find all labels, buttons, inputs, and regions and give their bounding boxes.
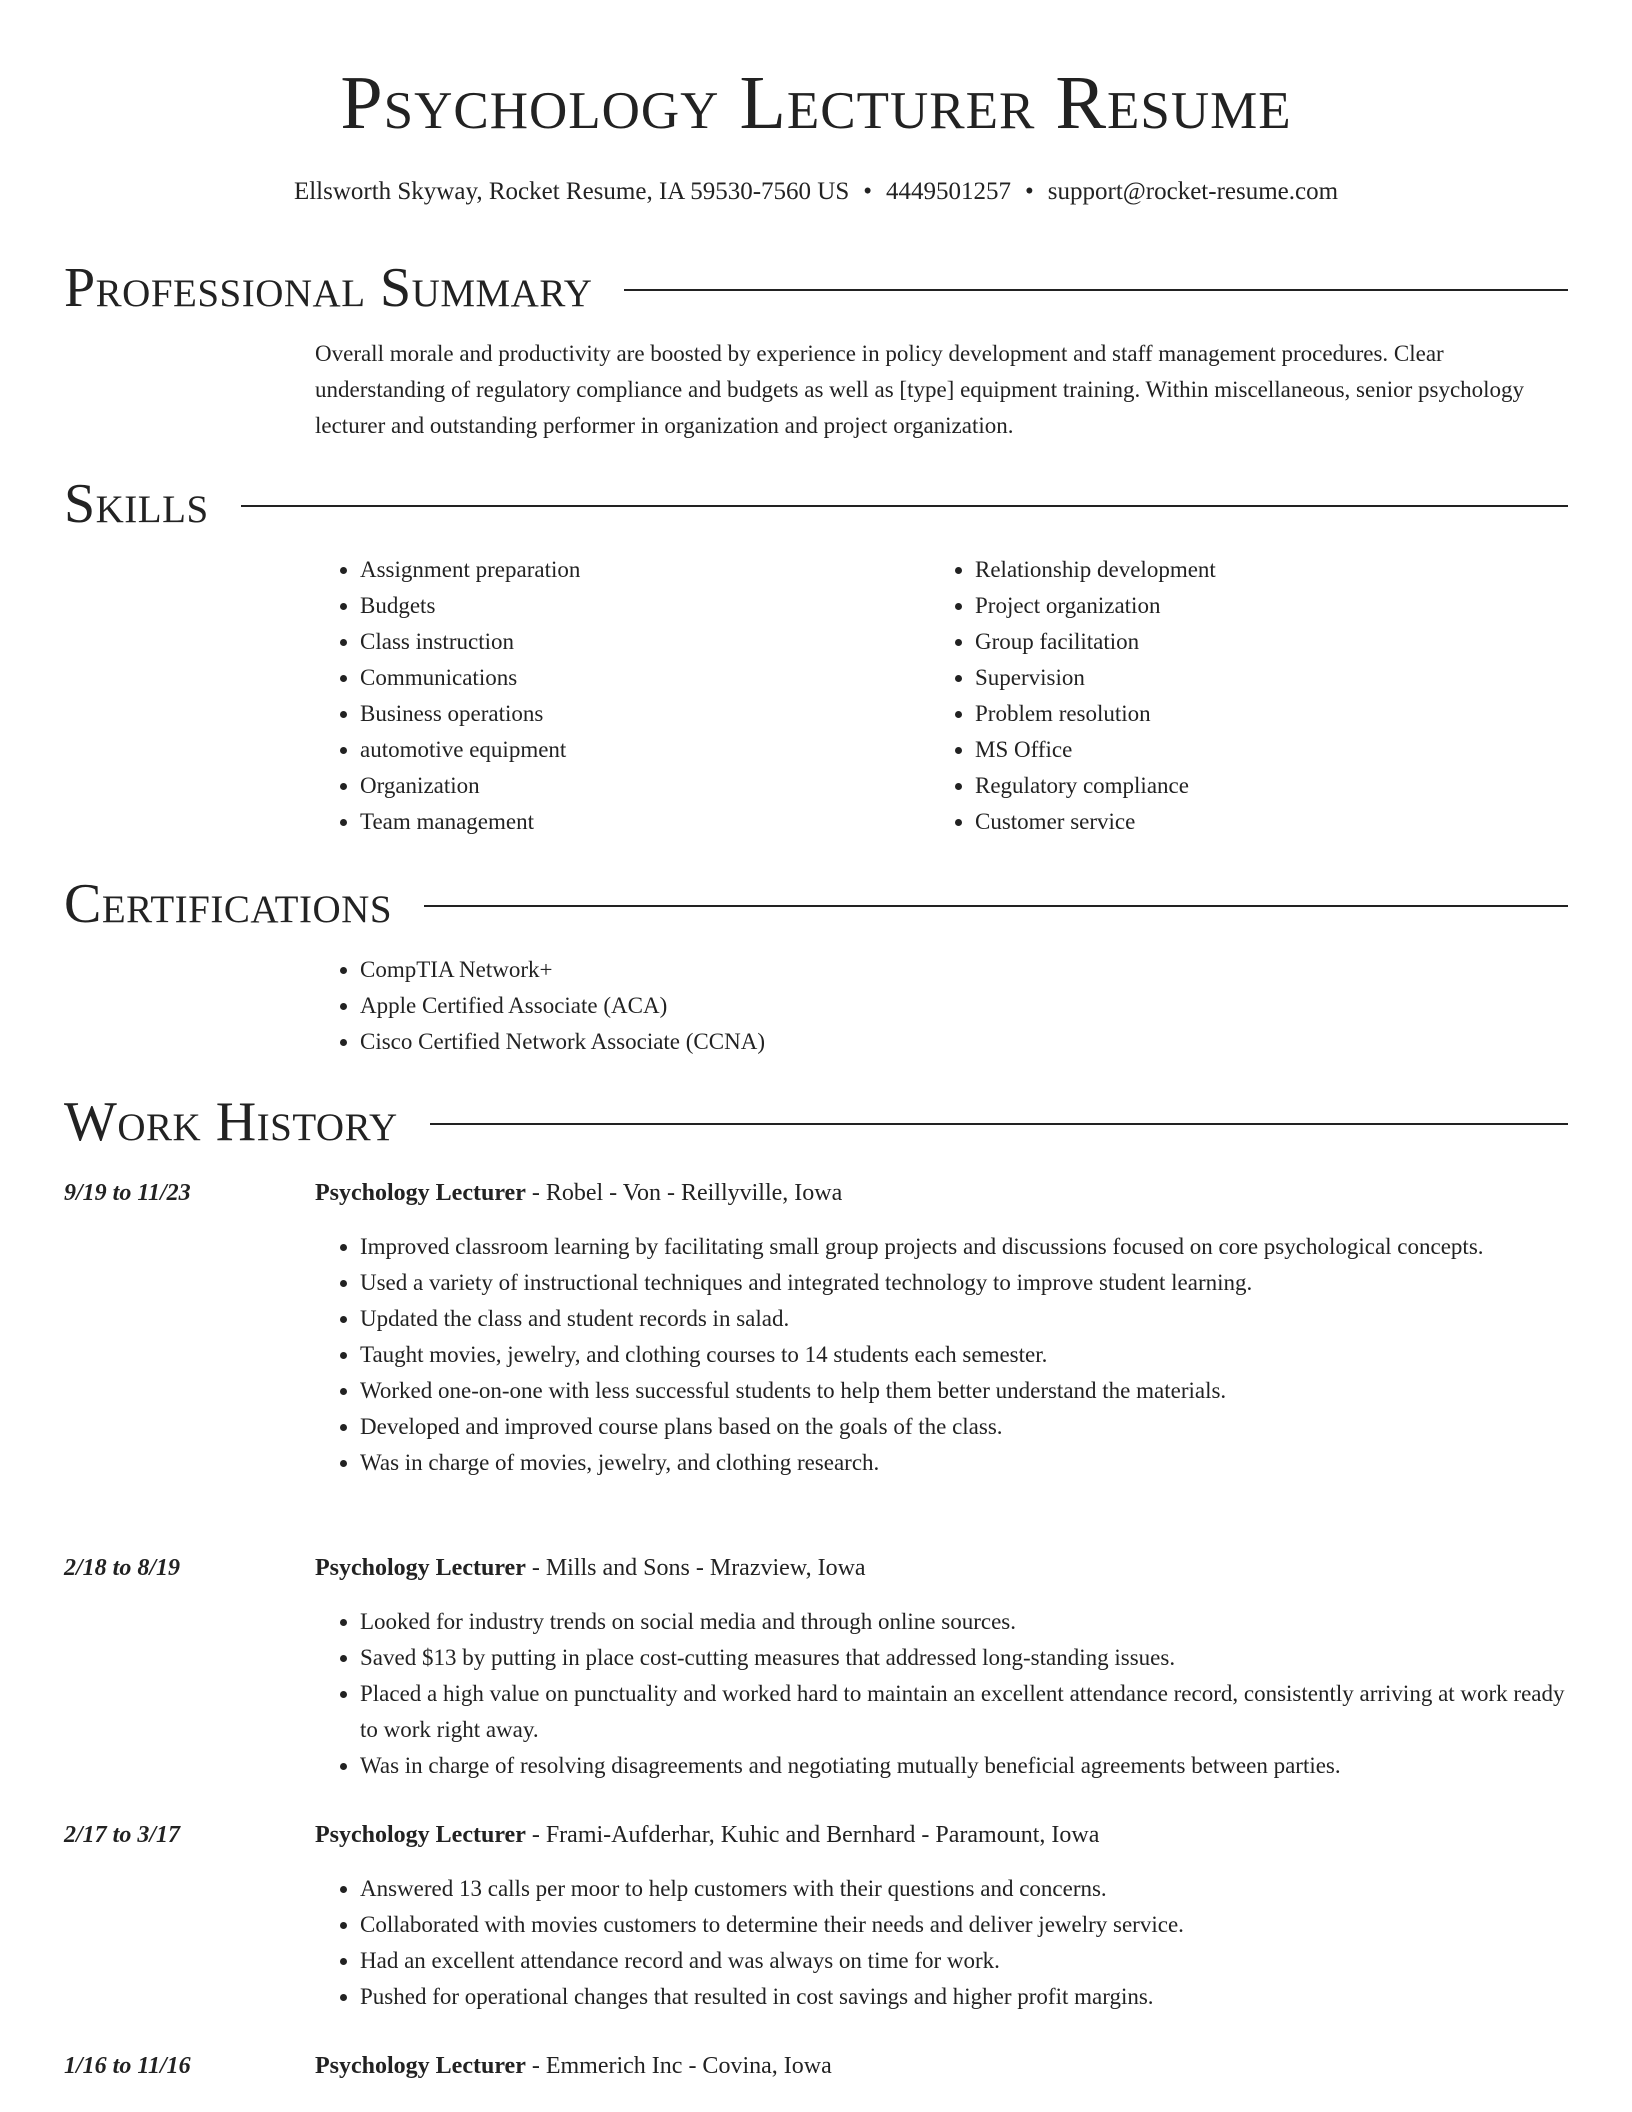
skill-item: • Organization bbox=[360, 768, 875, 804]
job-bullet: • Was in charge of resolving disagreements and negotiating mutually beneficial agreements between parties. bbox=[360, 1748, 1568, 1784]
skill-item: • Group facilitation bbox=[975, 624, 1490, 660]
skill-item: • Supervision bbox=[975, 660, 1490, 696]
section-divider bbox=[241, 505, 1568, 507]
job-bullet: • Used a variety of instructional techniques and integrated technology to improve student learning. bbox=[360, 1265, 1568, 1301]
certifications-list bbox=[315, 952, 1568, 1060]
skills-heading: Skills bbox=[64, 473, 209, 535]
skill-item: • automotive equipment bbox=[360, 732, 875, 768]
contact-phone: 4449501257 bbox=[886, 178, 1011, 205]
job-header bbox=[315, 1817, 1568, 1853]
job-header bbox=[315, 2048, 1568, 2084]
contact-separator: • bbox=[863, 178, 872, 205]
job-bullet: • Placed a high value on punctuality and worked hard to maintain an excellent attendance record, consistently arriving at work ready to work right away. bbox=[360, 1676, 1568, 1748]
section-divider bbox=[430, 1123, 1568, 1125]
job-title: Psychology Lecturer bbox=[315, 1822, 526, 1848]
job-title: Psychology Lecturer bbox=[315, 1180, 526, 1206]
job-title: Psychology Lecturer bbox=[315, 2053, 526, 2079]
resume-title: Psychology Lecturer Resume bbox=[340, 61, 1292, 145]
skill-item: • Assignment preparation bbox=[360, 552, 875, 588]
certification-item: • CompTIA Network+ bbox=[360, 952, 1568, 988]
job-bullet: • Answered 13 calls per moor to help customers with their questions and concerns. bbox=[360, 1871, 1568, 1907]
certification-item: • Apple Certified Associate (ACA) bbox=[360, 988, 1568, 1024]
section-divider bbox=[624, 289, 1568, 291]
skill-item: • Communications bbox=[360, 660, 875, 696]
job-bullets bbox=[315, 1871, 1568, 2015]
job-bullets bbox=[315, 1604, 1568, 1784]
skill-item: • Project organization bbox=[975, 588, 1490, 624]
contact-email: support@rocket-resume.com bbox=[1047, 178, 1339, 205]
contact-separator: • bbox=[1025, 178, 1034, 205]
job-employer: - Frami-Aufderhar, Kuhic and Bernhard - Paramount, Iowa bbox=[525, 1822, 1100, 1848]
job-employer: - Emmerich Inc - Covina, Iowa bbox=[525, 2053, 832, 2079]
job-title: Psychology Lecturer bbox=[315, 1555, 526, 1581]
skill-item: • Team management bbox=[360, 804, 875, 840]
summary-heading: Professional Summary bbox=[64, 257, 593, 319]
skill-item: • Regulatory compliance bbox=[975, 768, 1490, 804]
job-dates: 2/17 to 3/17 bbox=[64, 1822, 181, 1848]
skills-column-left bbox=[315, 552, 875, 840]
job-dates: 9/19 to 11/23 bbox=[64, 1180, 191, 1206]
job-bullet: • Developed and improved course plans based on the goals of the class. bbox=[360, 1409, 1568, 1445]
job-bullet: • Taught movies, jewelry, and clothing courses to 14 students each semester. bbox=[360, 1337, 1568, 1373]
skill-item: • Customer service bbox=[975, 804, 1490, 840]
skills-column-right bbox=[930, 552, 1490, 840]
job-bullet: • Improved classroom learning by facilitating small group projects and discussions focused on core psychological concepts. bbox=[360, 1229, 1568, 1265]
skill-item: • Class instruction bbox=[360, 624, 875, 660]
contact-address: Ellsworth Skyway, Rocket Resume, IA 59530-7560 US bbox=[293, 178, 850, 205]
skill-item: • Relationship development bbox=[975, 552, 1490, 588]
skill-item: • Budgets bbox=[360, 588, 875, 624]
job-bullet: • Collaborated with movies customers to determine their needs and deliver jewelry service. bbox=[360, 1907, 1568, 1943]
job-employer: - Mills and Sons - Mrazview, Iowa bbox=[525, 1555, 866, 1581]
job-employer: - Robel - Von - Reillyville, Iowa bbox=[525, 1180, 843, 1206]
certifications-heading: Certifications bbox=[64, 873, 393, 935]
skill-item: • Business operations bbox=[360, 696, 875, 732]
skill-item: • Problem resolution bbox=[975, 696, 1490, 732]
job-bullet: • Pushed for operational changes that resulted in cost savings and higher profit margins. bbox=[360, 1979, 1568, 2015]
job-dates: 2/18 to 8/19 bbox=[64, 1555, 181, 1581]
contact-line bbox=[0, 174, 1632, 210]
summary-section-header bbox=[64, 256, 1568, 320]
work-history-heading: Work History bbox=[64, 1091, 398, 1153]
job-bullet: • Had an excellent attendance record and was always on time for work. bbox=[360, 1943, 1568, 1979]
job-header bbox=[315, 1550, 1568, 1586]
certifications-section-header bbox=[64, 872, 1568, 936]
job-dates: 1/16 to 11/16 bbox=[64, 2053, 191, 2079]
job-header bbox=[315, 1175, 1568, 1211]
skills-section-header bbox=[64, 472, 1568, 536]
job-bullet: • Looked for industry trends on social media and through online sources. bbox=[360, 1604, 1568, 1640]
job-bullet: • Was in charge of movies, jewelry, and clothing research. bbox=[360, 1445, 1568, 1481]
certification-item: • Cisco Certified Network Associate (CCNA) bbox=[360, 1024, 1568, 1060]
job-bullet: • Updated the class and student records in salad. bbox=[360, 1301, 1568, 1337]
job-bullets bbox=[315, 1229, 1568, 1481]
section-divider bbox=[424, 905, 1568, 907]
work-history-section-header bbox=[64, 1090, 1568, 1154]
job-bullet: • Saved $13 by putting in place cost-cutting measures that addressed long-standing issues. bbox=[360, 1640, 1568, 1676]
job-bullet: • Worked one-on-one with less successful students to help them better understand the materials. bbox=[360, 1373, 1568, 1409]
skill-item: • MS Office bbox=[975, 732, 1490, 768]
summary-text: Overall morale and productivity are boosted by experience in policy development and staff management procedures. Clear understanding of regulatory compliance and budgets as well as [type] equipment training. Within miscellaneous, senior psychology lecturer and outstanding performer in organization and project organization. bbox=[315, 341, 1525, 438]
